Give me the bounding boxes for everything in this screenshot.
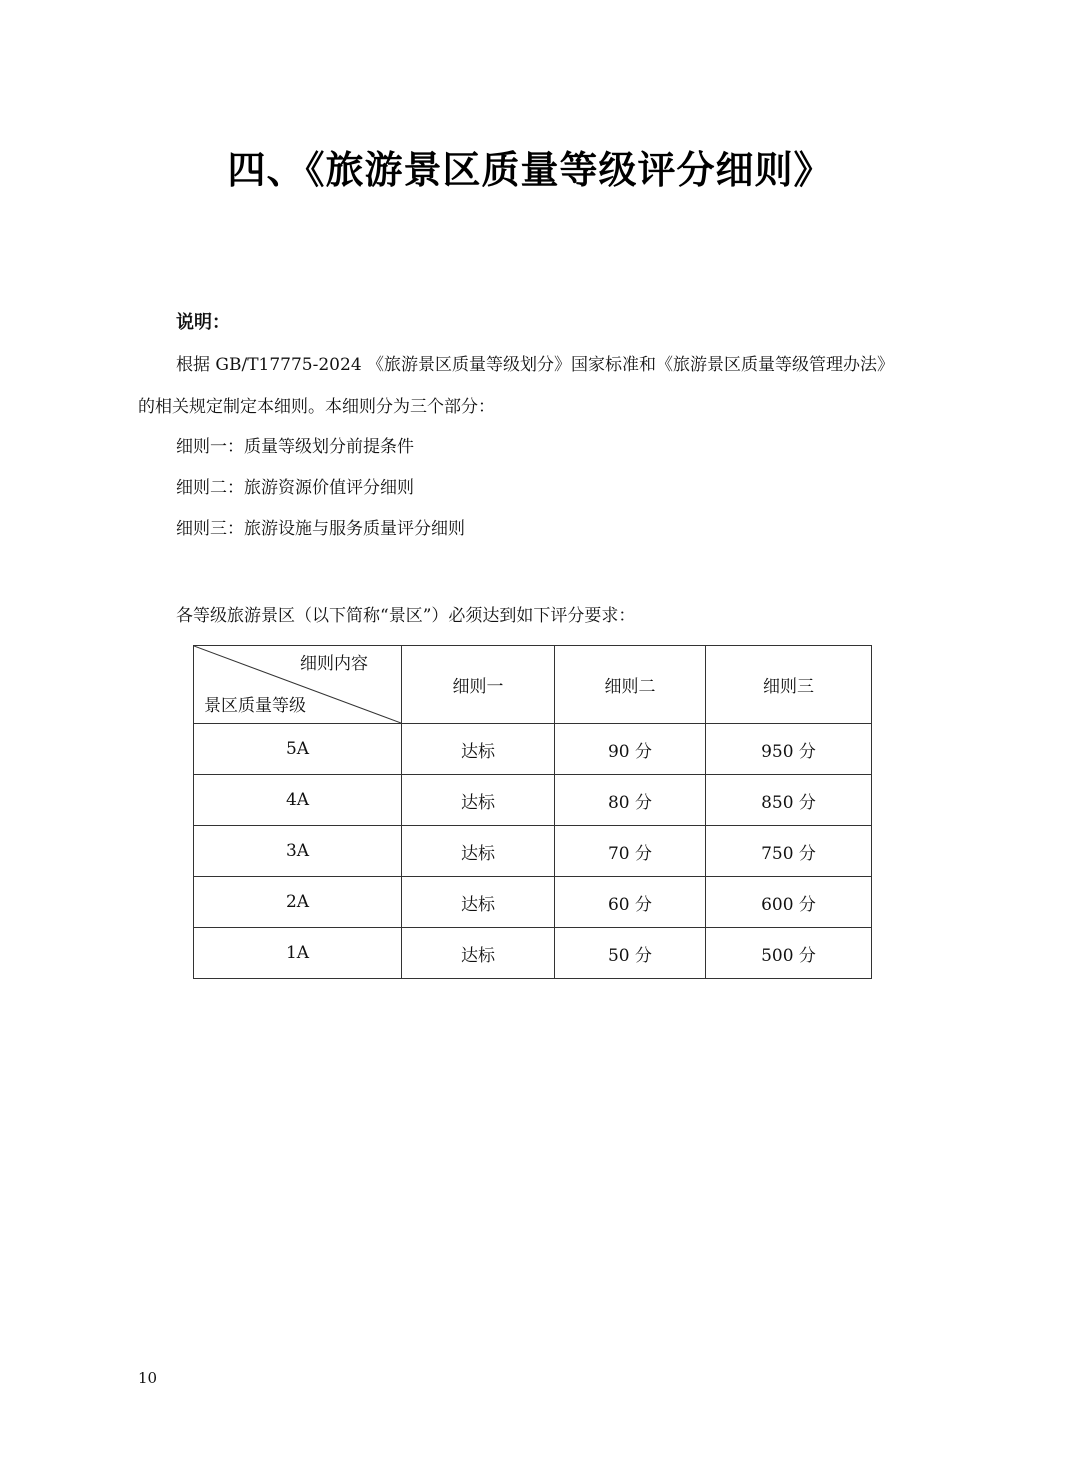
level-cell: 4A bbox=[194, 775, 402, 826]
rule-two-cell: 50 分 bbox=[555, 928, 706, 979]
requirement-intro: 各等级旅游景区（以下简称“景区”）必须达到如下评分要求： bbox=[176, 606, 636, 626]
rule-one-cell: 达标 bbox=[402, 775, 555, 826]
rule-two-cell: 60 分 bbox=[555, 877, 706, 928]
column-header-rule-one: 细则一 bbox=[402, 646, 555, 724]
column-header-rule-three: 细则三 bbox=[706, 646, 872, 724]
rule-one-item: 细则一：质量等级划分前提条件 bbox=[176, 437, 414, 457]
page-number: 10 bbox=[138, 1369, 158, 1387]
level-cell: 2A bbox=[194, 877, 402, 928]
rule-two-cell: 90 分 bbox=[555, 724, 706, 775]
level-cell: 3A bbox=[194, 826, 402, 877]
rule-three-cell: 750 分 bbox=[706, 826, 872, 877]
corner-label-rule-content: 细则内容 bbox=[300, 654, 368, 674]
score-requirement-table bbox=[193, 645, 872, 979]
table-header-row bbox=[194, 646, 872, 724]
rule-two-cell: 80 分 bbox=[555, 775, 706, 826]
rule-three-cell: 950 分 bbox=[706, 724, 872, 775]
column-header-rule-two: 细则二 bbox=[555, 646, 706, 724]
description-paragraph-line-2: 的相关规定制定本细则。本细则分为三个部分： bbox=[138, 397, 495, 417]
table-row bbox=[194, 775, 872, 826]
rule-three-cell: 500 分 bbox=[706, 928, 872, 979]
rule-one-cell: 达标 bbox=[402, 928, 555, 979]
table-row bbox=[194, 928, 872, 979]
rule-one-cell: 达标 bbox=[402, 826, 555, 877]
rule-three-item: 细则三：旅游设施与服务质量评分细则 bbox=[176, 519, 465, 539]
table-corner-cell bbox=[194, 646, 402, 724]
description-paragraph-line-1: 根据 GB/T17775-2024 《旅游景区质量等级划分》国家标准和《旅游景区质量等级管理办法》 bbox=[176, 355, 895, 375]
rule-three-cell: 600 分 bbox=[706, 877, 872, 928]
level-cell: 1A bbox=[194, 928, 402, 979]
level-cell: 5A bbox=[194, 724, 402, 775]
page-title: 四、《旅游景区质量等级评分细则》 bbox=[227, 148, 833, 192]
rule-one-cell: 达标 bbox=[402, 877, 555, 928]
table-row bbox=[194, 877, 872, 928]
note-heading: 说明： bbox=[176, 312, 230, 333]
rule-two-item: 细则二：旅游资源价值评分细则 bbox=[176, 478, 414, 498]
table-row bbox=[194, 724, 872, 775]
table-row bbox=[194, 826, 872, 877]
rule-one-cell: 达标 bbox=[402, 724, 555, 775]
rule-three-cell: 850 分 bbox=[706, 775, 872, 826]
corner-label-quality-level: 景区质量等级 bbox=[204, 696, 306, 716]
rule-two-cell: 70 分 bbox=[555, 826, 706, 877]
